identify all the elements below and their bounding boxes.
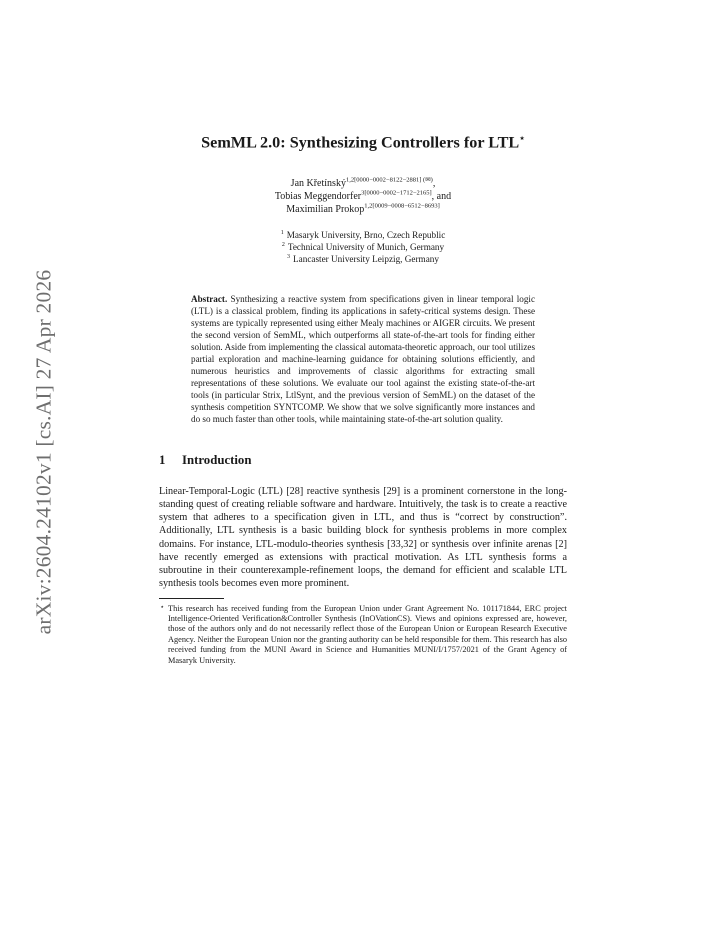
author-orcid: 1,2[0000−0002−8122−2881] (✉) <box>345 177 433 185</box>
abstract-text: Synthesizing a reactive system from specifications given in linear temporal logic (LTL) is a classical problem, finding its applications in safety-critical systems design. These systems are typically represented using either Mealy machines or AIGER circuits. We present the second version of SemML, which outperforms all state-of-the-art tools for finding either solution. Aside from implementing the classical automata-theoretic approach, our tool utilizes partial exploration and machine-learning guidance for obtaining solutions efficiently, and numerous heuristics and improvements of classic algorithms for extracting small representations of these solutions. We evaluate our tool against the existing state-of-the-art tools (in particular Strix, LtlSynt, and the previous version of SemML) on the dataset of the synthesis competition SYNTCOMP. We show that we solve significantly more instances and do so much faster than other tools, while maintaining state-of-the-art solution quality. <box>191 294 535 424</box>
section-heading <box>159 453 567 468</box>
author-name: Tobias Meggendorfer <box>274 191 362 203</box>
author-line <box>159 190 567 203</box>
affiliation-text: Technical University of Munich, Germany <box>287 242 445 253</box>
intro-paragraph: Linear-Temporal-Logic (LTL) [28] reactive synthesis [29] is a prominent cornerstone in the long-standing quest of creating reliable software and hardware. Intuitively, the task is to create a reactive system that adheres to a specification given in LTL, and thus is “correct by construction”. Additionally, LTL synthesis is a basic building block for synthesis problems in more complex domains. For instance, LTL-modulo-theories synthesis [33,32] or synthesis over infinite arenas [2] have recently emerged as extensions with practical motivation. As LTL synthesis forms a subroutine in their counterexample-refinement loops, the demand for efficient and scalable LTL synthesis tools becomes even more prominent. <box>159 485 567 590</box>
affiliation-number: 3 <box>287 254 291 261</box>
affiliation-text: Lancaster University Leipzig, Germany <box>293 254 439 265</box>
affiliation <box>159 241 567 253</box>
affiliation-list <box>159 229 567 265</box>
author-orcid: 3[0000−0002−1712−2165] <box>361 190 432 198</box>
section-number: 1 <box>159 452 166 467</box>
author-name: Jan Křetínský <box>290 178 346 190</box>
affiliation-text: Masaryk University, Brno, Czech Republic <box>286 230 446 241</box>
author-orcid: 1,2[0009−0008−6512−8693] <box>364 203 440 211</box>
section-title: Introduction <box>182 452 252 467</box>
abstract <box>191 294 535 425</box>
footnote-rule <box>159 598 224 599</box>
abstract-label: Abstract. <box>191 294 228 305</box>
affiliation <box>159 253 567 265</box>
author-name: Maximilian Prokop <box>286 204 365 216</box>
affiliation-number: 1 <box>280 230 284 237</box>
footnote-mark: ⋆ <box>160 602 165 611</box>
footnote-text: This research has received funding from the European Union under Grant Agreement No. 101171844, ERC project Intelligence-Oriented Verification&Controller Synthesis (InOVationCS). Views and opinions expressed are, however, those of the authors only and do not necessarily reflect those of the European Union or European Research Executive Agency. Neither the European Union nor the granting authority can be held responsible for them. This research has also received funding from the MUNI Award in Science and Humanities MUNI/I/1757/2021 of the Grant Agency of Masaryk University. <box>168 603 567 665</box>
affiliation <box>159 229 567 241</box>
paper-title <box>159 128 567 152</box>
footnote <box>159 604 567 666</box>
author-line <box>159 177 567 190</box>
paper-title-text: SemML 2.0: Synthesizing Controllers for LTL <box>201 133 520 152</box>
title-footnote-mark: ⋆ <box>519 133 525 143</box>
author-separator: , <box>432 178 436 190</box>
author-list <box>159 177 567 216</box>
arxiv-identifier-text: arXiv:2604.24102v1 [cs.AI] 27 Apr 2026 <box>31 269 56 635</box>
paper-page <box>159 128 567 666</box>
affiliation-number: 2 <box>281 242 285 249</box>
author-separator: , and <box>431 191 452 203</box>
author-line <box>159 203 567 216</box>
